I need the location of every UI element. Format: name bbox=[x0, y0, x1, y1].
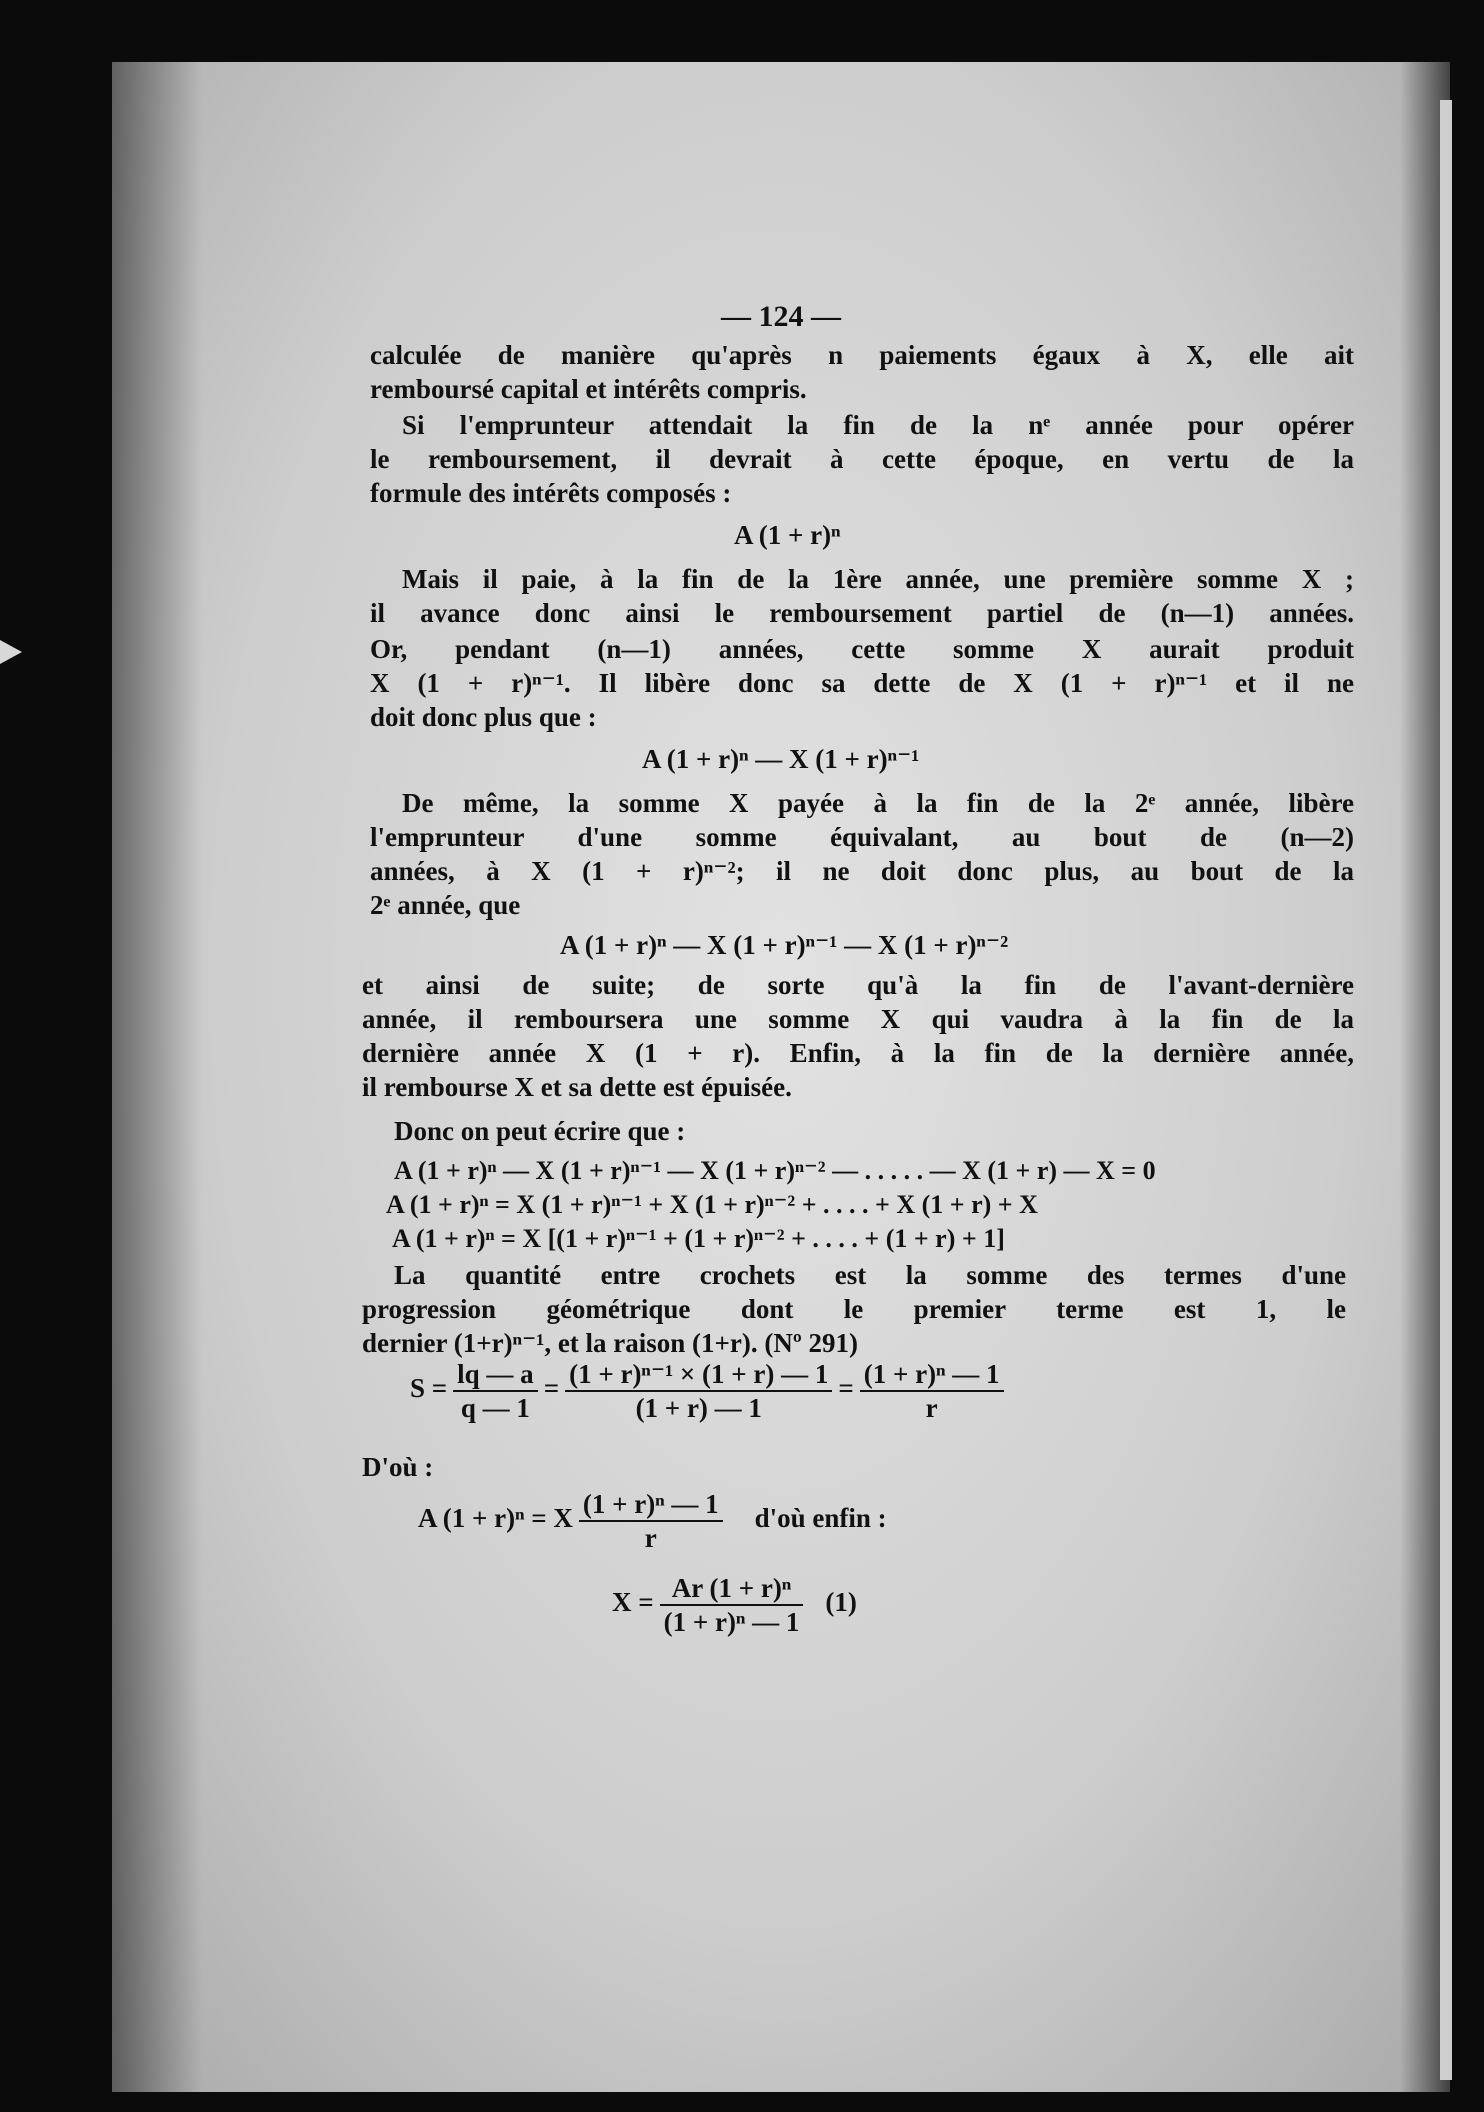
derivation-formula bbox=[418, 1488, 887, 1554]
text-line: Si l'emprunteur attendait la fin de la nᵉ année pour opérer bbox=[402, 410, 1354, 440]
arrow-marker-icon bbox=[0, 640, 22, 664]
text-line: dernier (1+r)ⁿ⁻¹, et la raison (1+r). (Nº 291) bbox=[362, 1328, 859, 1358]
equals-sign: = bbox=[838, 1373, 854, 1404]
text-line: D'où : bbox=[362, 1452, 434, 1482]
sum-formula bbox=[410, 1358, 1010, 1424]
denominator: r bbox=[644, 1523, 657, 1553]
text-line: remboursé capital et intérêts compris. bbox=[370, 374, 807, 404]
equation-label: (1) bbox=[825, 1587, 857, 1618]
scanned-page bbox=[112, 62, 1450, 2092]
equation-2: A (1 + r)ⁿ — X (1 + r)ⁿ⁻¹ bbox=[642, 744, 920, 774]
page-number: — 124 — bbox=[721, 300, 841, 333]
derivation-tail: d'où enfin : bbox=[754, 1503, 887, 1534]
numerator: (1 + r)ⁿ — 1 bbox=[860, 1358, 1004, 1392]
text-line: progression géométrique dont le premier terme est 1, le bbox=[362, 1294, 1346, 1324]
text-line: années, à X (1 + r)ⁿ⁻²; il ne doit donc plus, au bout de la bbox=[370, 856, 1354, 886]
text-line: Mais il paie, à la fin de la 1ère année, une première somme X ; bbox=[402, 564, 1354, 594]
text-line: La quantité entre crochets est la somme des termes d'une bbox=[394, 1260, 1346, 1290]
equals-sign: = bbox=[543, 1373, 560, 1404]
denominator: q — 1 bbox=[460, 1393, 530, 1423]
equation-6: A (1 + r)ⁿ = X [(1 + r)ⁿ⁻¹ + (1 + r)ⁿ⁻² + . . . . + (1 + r) + 1] bbox=[392, 1224, 1005, 1253]
text-line: il avance donc ainsi le remboursement partiel de (n—1) années. bbox=[370, 598, 1354, 628]
fraction bbox=[860, 1358, 1004, 1424]
sum-lhs: S = bbox=[410, 1373, 448, 1404]
text-line: le remboursement, il devrait à cette époque, en vertu de la bbox=[370, 444, 1354, 474]
fraction bbox=[565, 1358, 832, 1424]
final-lhs: X = bbox=[612, 1587, 654, 1618]
text-line: X (1 + r)ⁿ⁻¹. Il libère donc sa dette de X (1 + r)ⁿ⁻¹ et il ne bbox=[370, 668, 1354, 698]
derivation-lhs: A (1 + r)ⁿ = X bbox=[418, 1503, 573, 1534]
text-line: il rembourse X et sa dette est épuisée. bbox=[362, 1072, 792, 1102]
text-line: doit donc plus que : bbox=[370, 702, 597, 732]
numerator: Ar (1 + r)ⁿ bbox=[660, 1572, 804, 1606]
numerator: lq — a bbox=[453, 1358, 538, 1392]
text-line: calculée de manière qu'après n paiements égaux à X, elle ait bbox=[370, 340, 1354, 370]
text-line: Or, pendant (n—1) années, cette somme X aurait produit bbox=[370, 634, 1354, 664]
denominator: r bbox=[925, 1393, 938, 1423]
denominator: (1 + r)ⁿ — 1 bbox=[663, 1607, 800, 1637]
text-line: année, il remboursera une somme X qui vaudra à la fin de la bbox=[362, 1004, 1354, 1034]
fraction bbox=[660, 1572, 804, 1638]
binding-edge bbox=[1440, 100, 1452, 2080]
fraction bbox=[453, 1358, 538, 1424]
numerator: (1 + r)ⁿ⁻¹ × (1 + r) — 1 bbox=[565, 1358, 832, 1392]
text-line: l'emprunteur d'une somme équivalant, au bout de (n—2) bbox=[370, 822, 1354, 852]
fraction bbox=[579, 1488, 723, 1554]
equation-1: A (1 + r)ⁿ bbox=[734, 520, 841, 550]
denominator: (1 + r) — 1 bbox=[635, 1393, 762, 1423]
numerator: (1 + r)ⁿ — 1 bbox=[579, 1488, 723, 1522]
text-line: 2ᵉ année, que bbox=[370, 890, 521, 920]
page-content bbox=[112, 62, 1450, 2092]
text-line: De même, la somme X payée à la fin de la 2ᵉ année, libère bbox=[402, 788, 1354, 818]
text-line: et ainsi de suite; de sorte qu'à la fin de l'avant-dernière bbox=[362, 970, 1354, 1000]
text-line: dernière année X (1 + r). Enfin, à la fin de la dernière année, bbox=[362, 1038, 1354, 1068]
equation-3: A (1 + r)ⁿ — X (1 + r)ⁿ⁻¹ — X (1 + r)ⁿ⁻² bbox=[560, 930, 1009, 960]
equation-5: A (1 + r)ⁿ = X (1 + r)ⁿ⁻¹ + X (1 + r)ⁿ⁻² + . . . . + X (1 + r) + X bbox=[386, 1190, 1038, 1219]
equation-4: A (1 + r)ⁿ — X (1 + r)ⁿ⁻¹ — X (1 + r)ⁿ⁻² — . . . . . — X (1 + r) — X = 0 bbox=[394, 1156, 1156, 1185]
text-line: formule des intérêts composés : bbox=[370, 478, 732, 508]
final-formula bbox=[612, 1572, 857, 1638]
text-line: Donc on peut écrire que : bbox=[394, 1116, 686, 1146]
